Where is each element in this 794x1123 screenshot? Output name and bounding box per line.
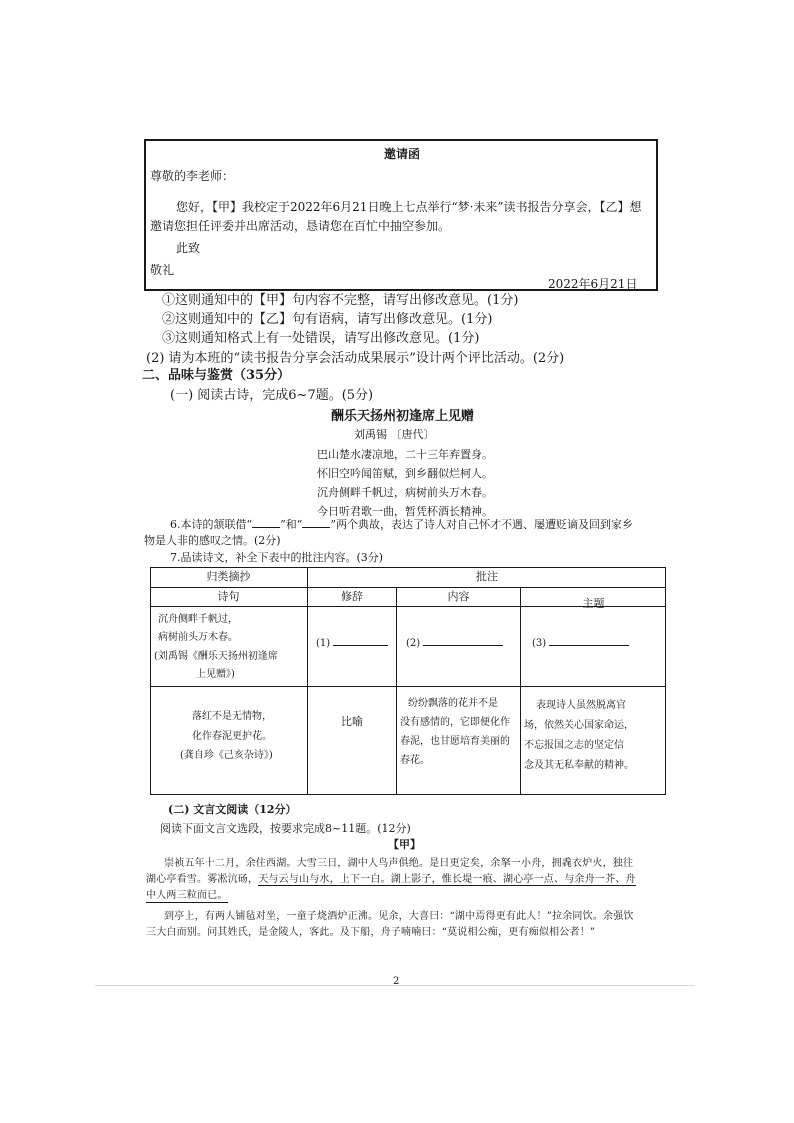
poem-line: 沉舟侧畔千帆过，病树前头万木春。 [317,486,493,499]
passage-line: 三大白而别。问其姓氏，是金陵人，客此。及下船，舟子喃喃曰：“莫说相公痴，更有痴似相公者！” [146,927,596,938]
row-1-content-blank[interactable]: (2) [406,637,503,650]
poem-line: 今日听君歌一曲，暂凭杯酒长精神。 [317,505,493,518]
classical-section-title: (二) 文言文阅读（12分） [168,803,297,816]
question-6 [170,517,633,532]
invitation-closing-2: 敬礼 [150,263,175,277]
poem-author: 刘禹锡 〔唐代〕 [354,428,435,441]
row-2-content-line: 春泥，也甘愿培育美丽的 [400,736,510,747]
row-1-verse-line: 沉舟侧畔千帆过， [158,614,238,625]
row-2-rhetoric: 比喻 [341,715,363,728]
classical-instruction: 阅读下面文言文选段，按要求完成8~11题。(12分) [160,822,411,835]
invitation-body-line1: 您好，【甲】我校定于2022年6月21日晚上七点举行“梦·未来”读书报告分享会，【乙】想 [176,200,642,214]
row-1-verse-source: (刘禹锡《酬乐天扬州初逢席 [154,651,278,662]
poem-title: 酬乐天扬州初逢席上见赠 [331,409,475,424]
row-2-theme-line: 念及其无私奉献的精神。 [524,760,634,771]
row-1-theme-blank[interactable]: (3) [532,637,629,650]
invitation-date: 2022年6月21日 [548,277,638,291]
poem-line: 怀旧空吟闻笛赋，到乡翻似烂柯人。 [317,467,493,480]
row-2-theme-line: 表现诗人虽然脱离官 [536,700,626,711]
invitation-box [144,139,658,291]
section-2-title: 二、品味与鉴赏（35分） [142,368,291,383]
row-2-verse-line: 化作春泥更护花。 [192,731,272,742]
header-content: 内容 [447,590,470,603]
row-2-content-line: 纷纷飘落的花并不是 [408,698,498,709]
question-6-part-b: ”和“ [280,518,303,531]
row-1-verse-line: 病树前头万木春。 [158,632,238,643]
section-2-sub-1: (一) 阅读古诗，完成6~7题。(5分) [170,388,374,403]
invitation-title: 邀请函 [384,147,421,161]
annotation-table [150,567,666,795]
question-6-part-c: ”两个典故，表达了诗人对自己怀才不遇、屡遭贬谪及回到家乡 [330,518,633,531]
passage-text: 湖心亭看雪。雾凇沆砀， [146,874,259,885]
underlined-passage: 天与云与山与水，上下一白。湖上影子，惟长堤一痕、湖心亭一点、与余舟一芥、舟 [258,874,636,885]
header-annotation: 批注 [476,570,498,583]
row-2-content-line: 春花。 [400,755,430,766]
header-verse: 诗句 [217,590,240,603]
passage-line: 崇祯五年十二月，余住西湖。大雪三日，湖中人鸟声俱绝。是日更定矣，余拏一小舟，拥毳衣炉火，独往 [164,858,634,869]
invitation-closing-1: 此致 [176,241,201,255]
underlined-passage: 中人两三粒而已。 [146,890,228,901]
row-2-theme-line: 场，依然关心国家命运， [524,720,634,731]
question-1-2: ②这则通知中的【乙】句有语病，请写出修改意见。(1分) [162,312,493,327]
row-2-theme-line: 不忘报国之志的坚定信 [524,740,624,751]
passage-line [146,873,636,886]
poem-line: 巴山楚水凄凉地，二十三年弃置身。 [317,448,493,461]
row-2-verse-source: (龚自珍《己亥杂诗》) [180,750,273,761]
question-6-cont: 物是人非的感叹之情。(2分) [144,534,281,547]
question-1-1: ①这则通知中的【甲】句内容不完整，请写出修改意见。(1分) [162,293,519,308]
invitation-body-line2: 邀请您担任评委并出席活动，恳请您在百忙中抽空参加。 [150,219,451,233]
header-theme: 主题 [582,597,605,610]
answer-blank[interactable] [252,517,280,528]
passage-label-jia: 【甲】 [388,838,421,851]
row-2-verse-line: 落红不是无情物， [192,711,272,722]
question-6-part-a: 6.本诗的颔联借“ [170,518,253,531]
passage-line: 到亭上，有两人铺毡对坐，一童子烧酒炉正沸。见余，大喜曰：“湖中焉得更有此人！”拉余同饮。余强饮 [164,911,634,922]
header-classify: 归类摘抄 [206,570,251,583]
question-7: 7.品读诗文，补全下表中的批注内容。(3分) [170,551,384,564]
row-2-content-line: 没有感情的，它即便化作 [400,717,510,728]
question-2: (2) 请为本班的“读书报告分享会活动成果展示”设计两个评比活动。(2分) [146,351,565,366]
header-rhetoric: 修辞 [341,590,363,603]
row-1-rhetoric-blank[interactable]: (1) [316,637,388,650]
page-number: 2 [393,976,400,987]
invitation-salutation: 尊敬的李老师： [150,169,235,183]
row-1-verse-source: 上见赠》) [196,669,235,680]
answer-blank[interactable] [302,517,330,528]
question-1-3: ③这则通知格式上有一处错误，请写出修改意见。(1分) [162,331,480,346]
